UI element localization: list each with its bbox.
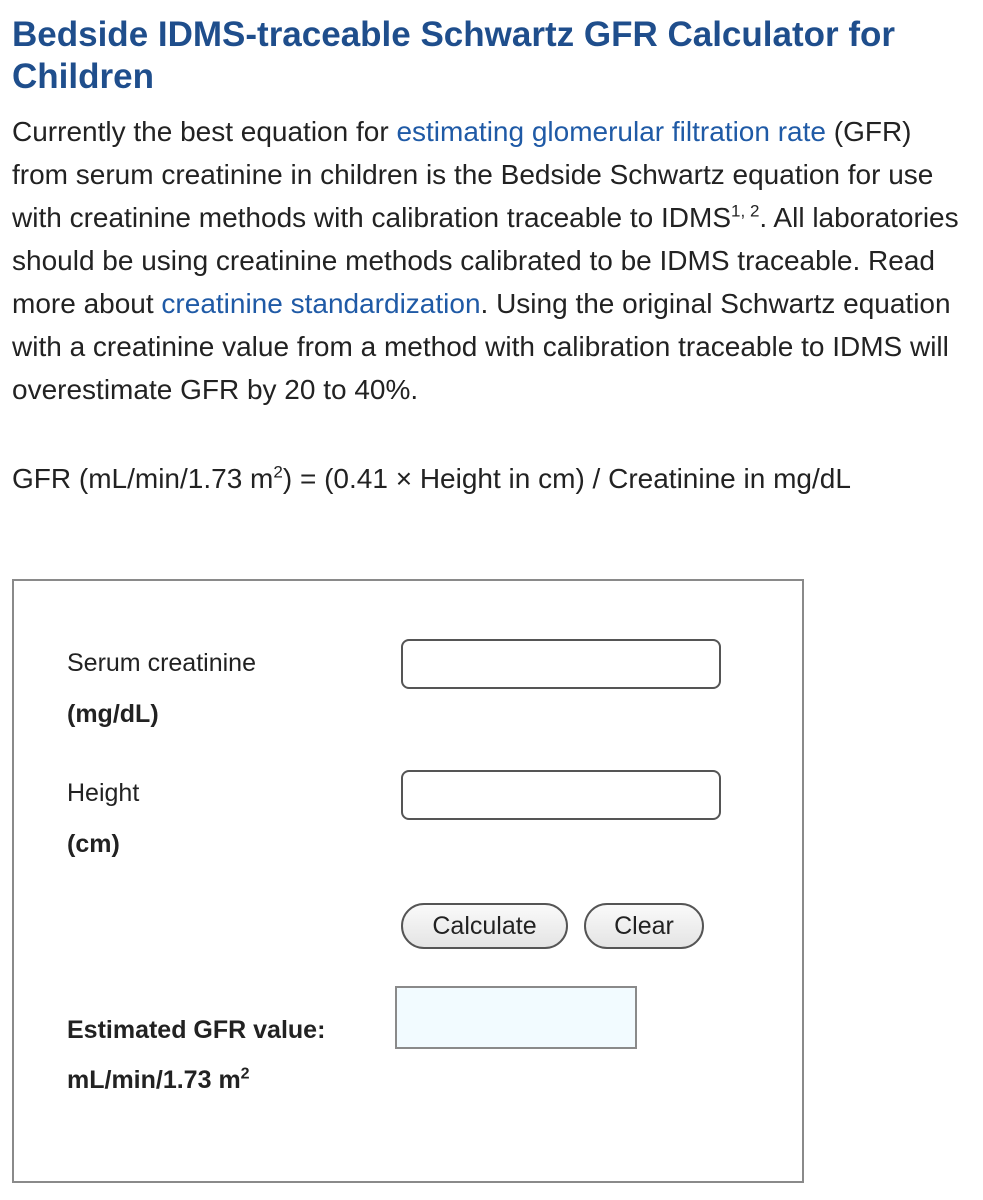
intro-text-1: Currently the best equation for [12, 116, 397, 147]
calculate-button[interactable]: Calculate [401, 903, 568, 949]
creatinine-standardization-link[interactable]: creatinine standardization [161, 288, 481, 319]
gfr-estimation-link[interactable]: estimating glomerular filtration rate [396, 116, 826, 147]
calculator-form [12, 579, 804, 1183]
formula-exponent: 2 [273, 462, 283, 482]
intro-paragraph [12, 110, 974, 411]
intro-text-3: . All laboratories should be using creatinine methods calibrated to be IDMS traceable. Read more about [12, 202, 959, 319]
page-title: Bedside IDMS-traceable Schwartz GFR Calculator for Children [12, 15, 895, 96]
creatinine-input[interactable] [401, 639, 721, 689]
result-output [395, 986, 637, 1049]
clear-button[interactable]: Clear [584, 903, 704, 949]
reference-2-link[interactable]: 2 [749, 201, 760, 221]
references [731, 202, 759, 221]
reference-1-link[interactable]: 1 [731, 201, 741, 221]
formula-left: GFR (mL/min/1.73 m [12, 463, 274, 494]
page-content [12, 0, 974, 1094]
creatinine-unit-label: (mg/dL) [67, 700, 159, 728]
result-unit-exponent: 2 [240, 1065, 250, 1083]
height-unit-label: (cm) [67, 830, 120, 858]
intro-text-4: . Using the original Schwartz equation with a creatinine value from a method with calibration traceable to IDMS will overestimate GFR by 20 to 40%. [12, 288, 951, 405]
formula-right: ) = (0.41 × Height in cm) / Creatinine in mg/dL [282, 463, 851, 494]
result-unit-text: mL/min/1.73 m [67, 1066, 241, 1094]
height-input[interactable] [401, 770, 721, 820]
height-label: Height [67, 779, 140, 807]
result-label: Estimated GFR value: [67, 1016, 326, 1044]
intro-text-2: (GFR) from serum creatinine in children is the Bedside Schwartz equation for use with creatinine methods with calibration traceable to IDMS [12, 116, 934, 233]
gfr-formula [12, 457, 974, 500]
result-unit-label [67, 1066, 250, 1095]
creatinine-label: Serum creatinine [67, 649, 256, 677]
reference-separator: , [740, 201, 750, 221]
